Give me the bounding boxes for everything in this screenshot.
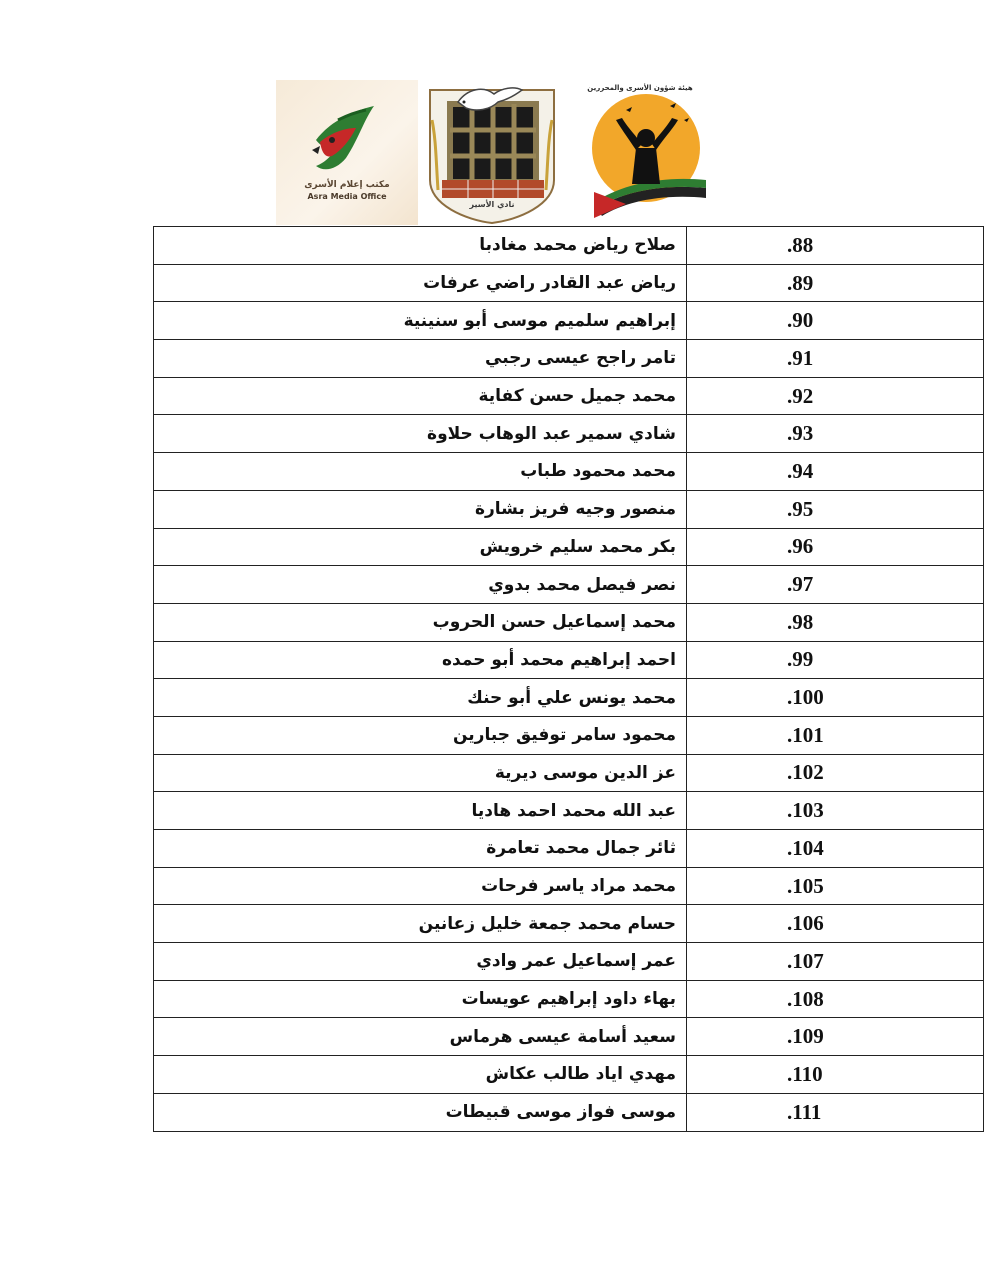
prisoner-name: محمد محمود طباب (154, 453, 687, 491)
prisoner-name: بهاء داود إبراهيم عويسات (154, 980, 687, 1018)
row-number: 88. (687, 227, 984, 265)
row-number: 106. (687, 905, 984, 943)
table-row (154, 716, 984, 754)
row-number: 110. (687, 1056, 984, 1094)
row-number: 91. (687, 340, 984, 378)
table-row (154, 415, 984, 453)
row-number: 94. (687, 453, 984, 491)
commission-name: هيئة شؤون الأسرى والمحررين (587, 84, 693, 92)
asra-media-office-logo (276, 80, 418, 225)
table-row (154, 1056, 984, 1094)
prisoner-name: إبراهيم سلميم موسى أبو سنينية (154, 302, 687, 340)
prisoner-name: موسى فواز موسى قبيطات (154, 1093, 687, 1131)
table-row (154, 943, 984, 981)
prisoner-name: عبد الله محمد احمد هاديا (154, 792, 687, 830)
row-number: 100. (687, 679, 984, 717)
table-row (154, 453, 984, 491)
table-row (154, 528, 984, 566)
table-row (154, 754, 984, 792)
table-row (154, 1093, 984, 1131)
row-number: 96. (687, 528, 984, 566)
names-table (153, 226, 984, 1132)
table-row (154, 302, 984, 340)
row-number: 89. (687, 264, 984, 302)
table-row (154, 377, 984, 415)
table-row (154, 603, 984, 641)
prisoner-name: منصور وجيه فريز بشارة (154, 490, 687, 528)
asra-english-name: Asra Media Office (307, 192, 387, 201)
table-row (154, 980, 984, 1018)
prisoners-club-name: نادي الأسير (469, 200, 515, 209)
prisoner-name: عمر إسماعيل عمر وادي (154, 943, 687, 981)
prisoner-name: محمد جميل حسن كفاية (154, 377, 687, 415)
prisoner-name: محمود سامر توفيق جبارين (154, 716, 687, 754)
table-row (154, 867, 984, 905)
row-number: 109. (687, 1018, 984, 1056)
row-number: 111. (687, 1093, 984, 1131)
prisoner-name: نصر فيصل محمد بدوي (154, 566, 687, 604)
commission-logo (566, 80, 714, 225)
prisoner-name: احمد إبراهيم محمد أبو حمده (154, 641, 687, 679)
prisoner-name: سعيد أسامة عيسى هرماس (154, 1018, 687, 1056)
prisoner-name: شادي سمير عبد الوهاب حلاوة (154, 415, 687, 453)
row-number: 104. (687, 830, 984, 868)
row-number: 102. (687, 754, 984, 792)
prisoners-club-logo (418, 80, 566, 225)
prisoner-name: ثائر جمال محمد تعامرة (154, 830, 687, 868)
table-row (154, 792, 984, 830)
table-row (154, 490, 984, 528)
prisoner-name: رياض عبد القادر راضي عرفات (154, 264, 687, 302)
row-number: 98. (687, 603, 984, 641)
prisoner-name: بكر محمد سليم خرويش (154, 528, 687, 566)
row-number: 105. (687, 867, 984, 905)
prisoner-name: مهدي اياد طالب عكاش (154, 1056, 687, 1094)
prisoner-name: عز الدين موسى ديرية (154, 754, 687, 792)
row-number: 90. (687, 302, 984, 340)
row-number: 92. (687, 377, 984, 415)
table-row (154, 679, 984, 717)
row-number: 107. (687, 943, 984, 981)
table-row (154, 830, 984, 868)
prisoner-name: محمد يونس علي أبو حنك (154, 679, 687, 717)
row-number: 108. (687, 980, 984, 1018)
names-table-body (154, 227, 984, 1132)
table-row (154, 566, 984, 604)
table-row (154, 1018, 984, 1056)
row-number: 101. (687, 716, 984, 754)
row-number: 93. (687, 415, 984, 453)
prisoner-name: حسام محمد جمعة خليل زعانين (154, 905, 687, 943)
prisoner-name: تامر راجح عيسى رجبي (154, 340, 687, 378)
header-logos (276, 80, 714, 225)
row-number: 97. (687, 566, 984, 604)
prisoner-name: محمد إسماعيل حسن الحروب (154, 603, 687, 641)
row-number: 103. (687, 792, 984, 830)
row-number: 95. (687, 490, 984, 528)
table-row (154, 340, 984, 378)
table-row (154, 227, 984, 265)
table-row (154, 905, 984, 943)
prisoner-name: صلاح رياض محمد مغادبا (154, 227, 687, 265)
bird-emblem-icon (276, 80, 418, 225)
row-number: 99. (687, 641, 984, 679)
prisoner-name: محمد مراد ياسر فرحات (154, 867, 687, 905)
freed-prisoner-sun-icon (566, 80, 714, 225)
table-row (154, 641, 984, 679)
table-row (154, 264, 984, 302)
asra-arabic-name: مكتب إعلام الأسرى (304, 180, 390, 190)
